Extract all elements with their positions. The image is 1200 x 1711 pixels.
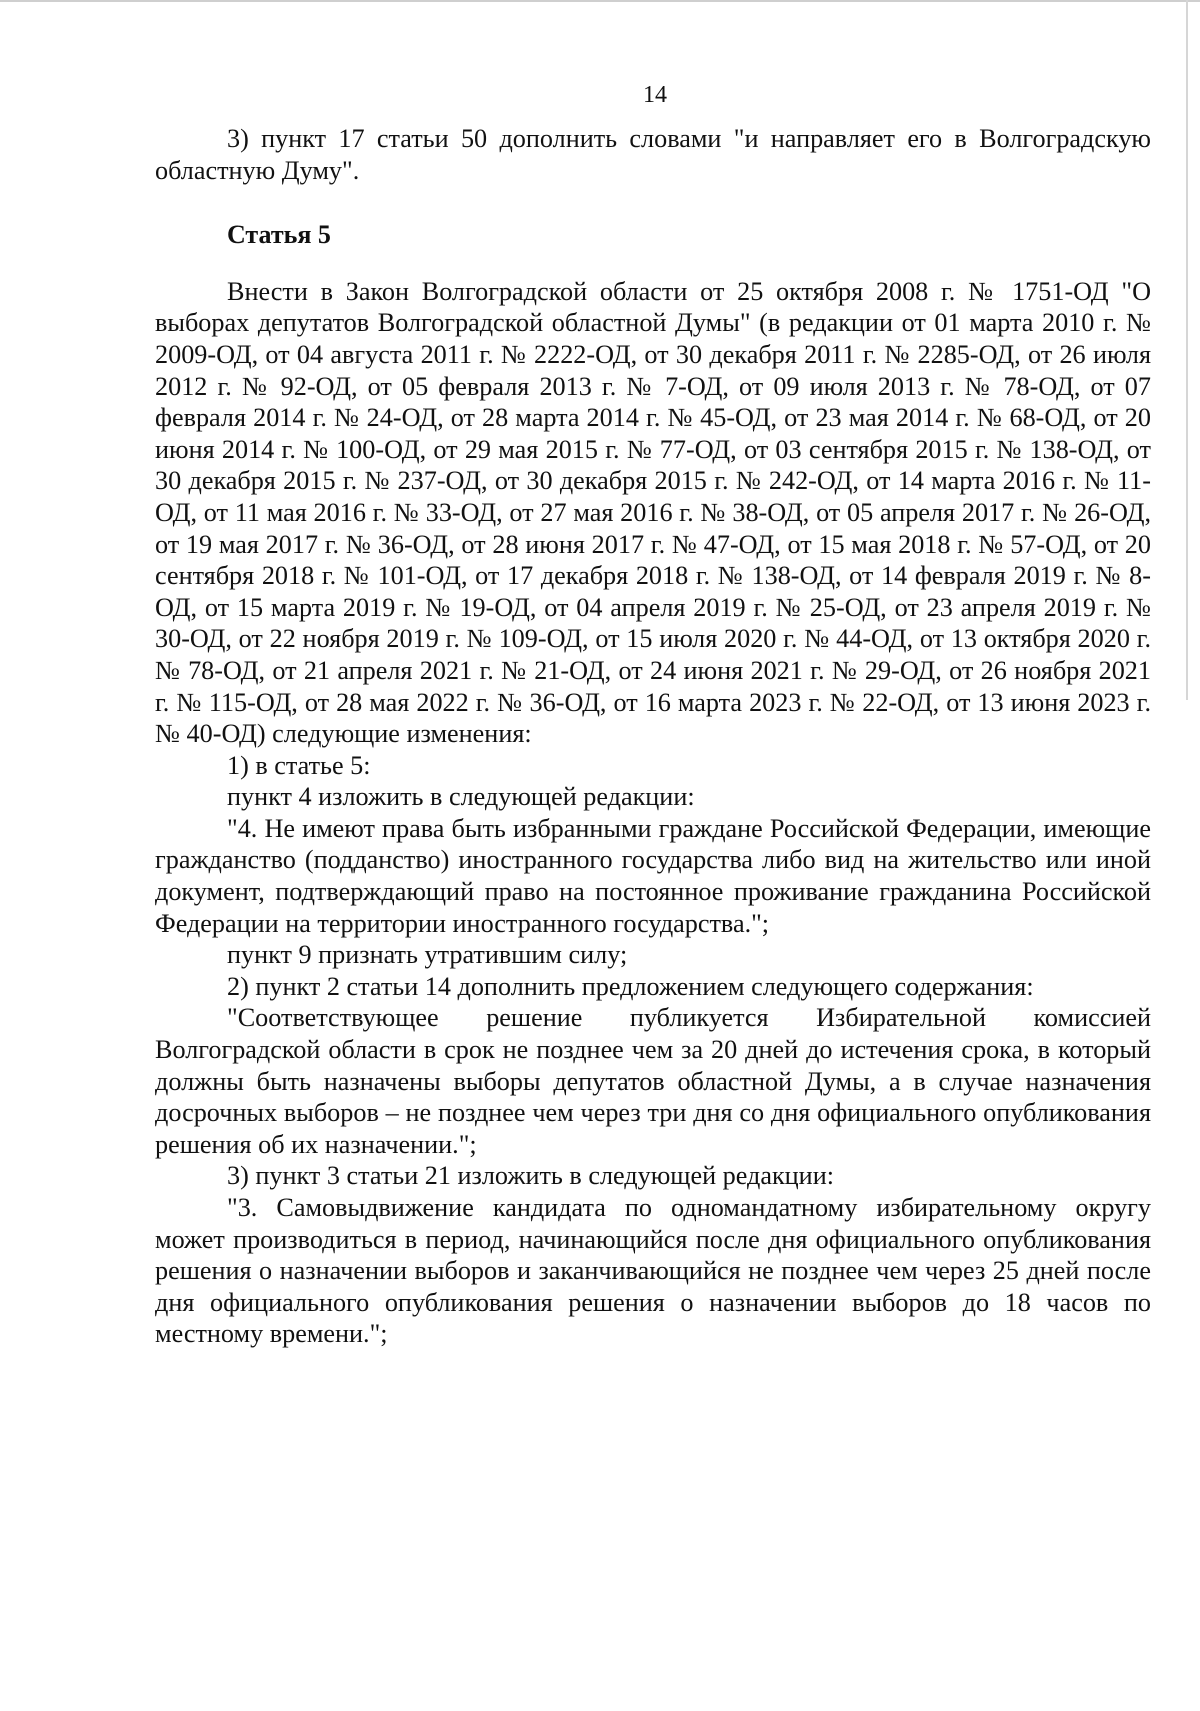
amendment-instruction-point-4: пункт 4 изложить в следующей редакции: (227, 782, 695, 812)
amendment-point-9-repeal: пункт 9 признать утратившим силу; (227, 940, 628, 970)
article-preamble: Внести в Закон Волгоградской области от 25 октября 2008 г. № 1751-ОД "О выборах депутатов Волгоградской областной Думы" (в редакции от 01 марта 2010 г. № 2009-ОД, от 04 августа 2011 г. № 2222-ОД, от 30 декабря 2011 г. № 2285-ОД, от 26 июля 2012 г. № 92-ОД, от 05 февраля 2013 г. № 7-ОД, от 09 июля 2013 г. № 78-ОД, от 07 февраля 2014 г. № 24-ОД, от 28 марта 2014 г. № 45-ОД, от 23 мая 2014 г. № 68-ОД, от 20 июня 2014 г. № 100-ОД, от 29 мая 2015 г. № 77-ОД, от 03 сентября 2015 г. № 138-ОД, от 30 декабря 2015 г. № 237-ОД, от 30 декабря 2015 г. № 242-ОД, от 14 марта 2016 г. № 11-ОД, от 11 мая 2016 г. № 33-ОД, от 27 мая 2016 г. № 38-ОД, от 05 апреля 2017 г. № 26-ОД, от 19 мая 2017 г. № 36-ОД, от 28 июня 2017 г. № 47-ОД, от 15 мая 2018 г. № 57-ОД, от 20 сентября 2018 г. № 101-ОД, от 17 декабря 2018 г. № 138-ОД, от 14 февраля 2019 г. № 8-ОД, от 15 марта 2019 г. № 19-ОД, от 04 апреля 2019 г. № 25-ОД, от 23 апреля 2019 г. № 30-ОД, от 22 ноября 2019 г. № 109-ОД, от 15 июля 2020 г. № 44-ОД, от 13 октября 2020 г. № 78-ОД, от 21 апреля 2021 г. № 21-ОД, от 24 июня 2021 г. № 29-ОД, от 26 ноября 2021 г. № 115-ОД, от 28 мая 2022 г. № 36-ОД, от 16 марта 2023 г. № 22-ОД, от 13 июня 2023 г. № 40-ОД) следующие изменения: (155, 276, 1151, 749)
amendment-item-1: 1) в статье 5: (227, 750, 371, 780)
page-number: 14 (643, 82, 667, 108)
amendment-item-2: 2) пункт 2 статьи 14 дополнить предложением следующего содержания: (227, 971, 1034, 1001)
intro-item-3: 3) пункт 17 статьи 50 дополнить словами "и направляет его в Волгоградскую областную Думу". (155, 124, 1151, 185)
amendment-text-article-21: "3. Самовыдвижение кандидата по одномандатному избирательному округу может производиться в период, начинающийся после дня официального опубликования решения о назначении выборов и заканчивающийся не позднее чем через 25 дней после дня официального опубликования решения о назначении выборов до 18 часов по местному времени."; (155, 1193, 1151, 1349)
scan-edge-top (0, 0, 1200, 2)
article-heading: Статья 5 (227, 220, 331, 250)
amendment-item-3: 3) пункт 3 статьи 21 изложить в следующей редакции: (227, 1161, 834, 1191)
amendment-text-article-14: "Соответствующее решение публикуется Избирательной комиссией Волгоградской области в срок не позднее чем за 20 дней до истечения срока, в который должны быть назначены выборы депутатов областной Думы, а в случае назначения досрочных выборов – не позднее чем через три дня со дня официального опубликования решения об их назначении."; (155, 1003, 1151, 1159)
document-body (155, 123, 1151, 1350)
amendment-text-point-4: "4. Не имеют права быть избранными граждане Российской Федерации, имеющие гражданство (подданство) иностранного государства либо вид на жительство или иной документ, подтверждающий право на постоянное проживание гражданина Российской Федерации на территории иностранного государства."; (155, 813, 1151, 938)
